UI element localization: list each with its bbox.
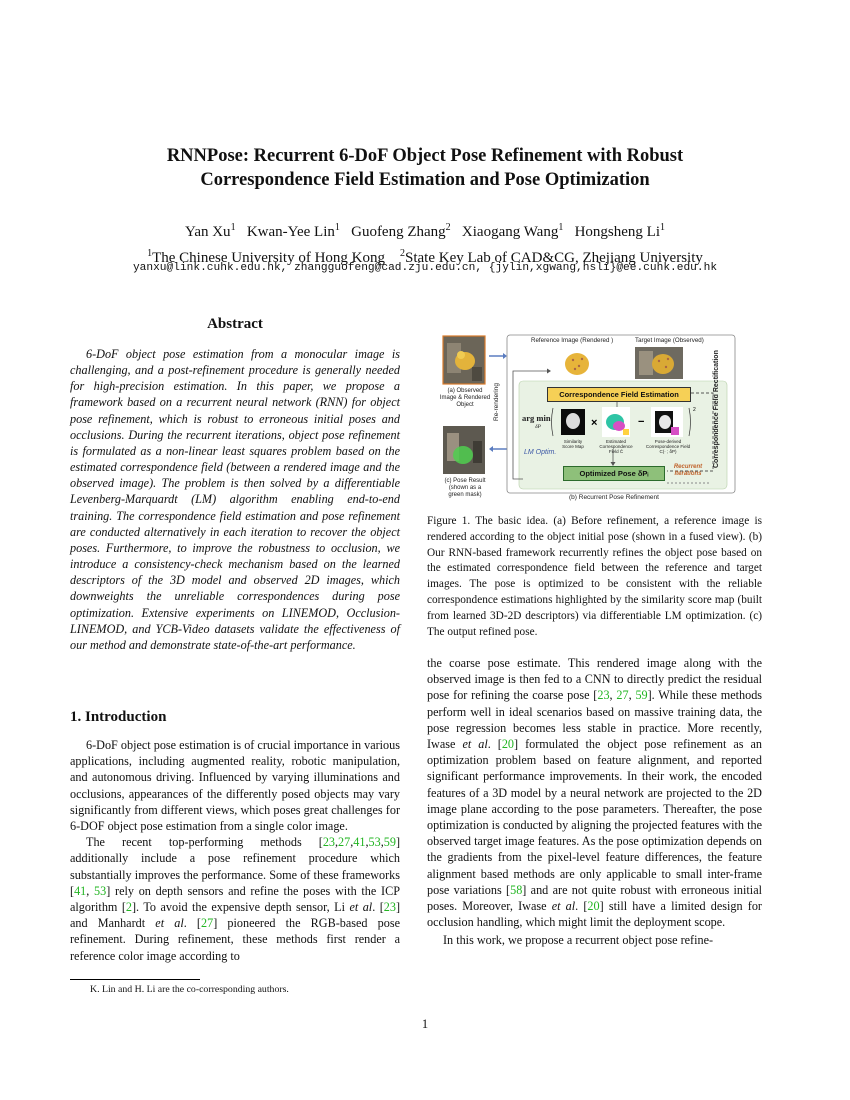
abstract-text: 6-DoF object pose estimation from a monocular image is challenging, and a post-refinement procedure is generally needed for high-precision estimation. In this paper, we propose a framework based on a recurrent neural network (RNN) for object pose refinement, which is robust to erroneous initial poses and occlusions. During the recurrent iterations, object pose refinement is formulated as a non-linear least squares problem based on the estimated correspondence field (between a rendered image and the observed image). The problem is then solved by a differentiable Levenberg-Marquardt (LM) algorithm enabling end-to-end training. The correspondence field estimation and pose refinement are conducted alternatively in each iteration to recover the object poses. Furthermore, to improve the robustness to occlusion, we introduce a consistency-check mechanism based on the learned descriptors of the 3D model and observed 2D images, which downweights the unreliable correspondences during pose optimization. Extensive experiments on LINEMOD, Occlusion-LINEMOD, and YCB-Video datasets validate the effectiveness of our method and demonstrate state-of-the-art performance. (70, 347, 400, 652)
citation-link[interactable]: 23 (597, 688, 610, 703)
label-recurrent-iterations: Recurrent Iterations (673, 464, 703, 477)
text-run: The recent top-performing methods [ (86, 835, 323, 850)
citation-link[interactable]: 2 (125, 900, 132, 915)
figure-1-caption: Figure 1. The basic idea. (a) Before refinement, a reference image is rendered according to the object initial pose (shown in a fused view). (b) Our RNN-based framework recurrently refines the object pose based on the estimated correspondence field between the reference and target images. The pose is optimized to be consistent with the reliable correspondence estimations highlighted by the similarity score map (built from learned 3D-2D descriptors) via differentiable LM optimization. (c) The output refined pose. (427, 515, 762, 638)
exponent-two: 2 (693, 407, 696, 413)
text-run: ]. To avoid the expensive depth sensor, Li (132, 900, 350, 915)
figure-1 (427, 331, 762, 506)
pose-derived-correspondence-field (651, 407, 683, 437)
multiply-operator: × (591, 417, 598, 429)
text-run: ] and are not quite robust with erroneous initial poses. Moreover, Iwase (427, 882, 762, 914)
label-recurrent-pose-refinement: (b) Recurrent Pose Refinement (569, 494, 659, 501)
label-reference-image: Reference Image (Rendered ) (531, 337, 614, 344)
reference-image (555, 347, 601, 379)
optimized-pose-box: Optimized Pose δPᵢ (563, 466, 665, 481)
estimated-correspondence-field (602, 407, 630, 437)
citation-link[interactable]: 53 (94, 883, 107, 898)
paper-title (100, 144, 750, 192)
citation-link[interactable]: 23 (383, 900, 396, 915)
label-similarity-score-map: Similarity Score Map (562, 439, 584, 449)
text-run: the coarse pose estimate. This rendered image along with the observed image is then fed to a CNN to directly predict the residual pose for refining the coarse pose [ (427, 656, 762, 703)
citation-link[interactable]: 20 (501, 737, 515, 752)
label-correspondence-field-rectification: Correspondence Field Rectification (713, 350, 720, 468)
citation-link[interactable]: 58 (510, 882, 523, 897)
target-image (635, 347, 683, 379)
text-run: et al (349, 900, 373, 915)
citation-link[interactable]: 53 (368, 835, 381, 850)
right-paragraph-2: In this work, we propose a recurrent object pose refine- (443, 933, 714, 948)
arrow-icon (503, 353, 507, 359)
citation-link[interactable]: 27 (616, 688, 629, 703)
footnote-rule (70, 979, 200, 980)
citation-link[interactable]: 41 (74, 883, 87, 898)
label-pose-derived-correspondence: Pose-derived Correspondence Field C(· ; δP) (645, 439, 691, 454)
author-affiliation-mark: 1 (334, 222, 340, 233)
label-estimated-correspondence: Estimated Correspondence Field Ĉ (599, 439, 633, 454)
text-run: . [ (372, 900, 384, 915)
right-column-text (427, 655, 762, 949)
citation-link[interactable]: 59 (383, 835, 396, 850)
affiliation-name: State Key Lab of CAD&CG, Zhejiang University (405, 250, 703, 266)
page-number: 1 (421, 1017, 429, 1031)
author-name: Hongsheng Li (574, 224, 661, 240)
affiliation-number: 2 (400, 248, 405, 259)
text-run: ] rely on depth sensors and refine the poses with the ICP algorithm [ (70, 883, 401, 915)
author-affiliation-mark: 2 (445, 222, 451, 233)
minus-operator: − (638, 416, 645, 428)
text-run: et al (155, 916, 184, 931)
label-target-image: Target Image (Observed) (635, 337, 704, 344)
text-run: . [ (183, 916, 201, 931)
author-affiliation-mark: 1 (558, 222, 564, 233)
author-list (60, 217, 790, 243)
author-name: Yan Xu (184, 224, 231, 240)
arrow-icon (489, 446, 493, 452)
abstract-heading: Abstract (207, 316, 263, 332)
text-run: . [ (575, 899, 588, 914)
intro-heading: 1. Introduction (70, 709, 167, 725)
text-run: et al (551, 899, 576, 914)
author-emails[interactable]: yanxu@link.cuhk.edu.hk, zhangguofeng@cad.zju.edu.cn, {jylin,xgwang,hsli}@ee.cuhk.edu.hk (132, 262, 718, 274)
intro-paragraph-1: 6-DoF object pose estimation is of crucial importance in various applications, including augmented reality, robotic manipulation, and autonomous driving. Influenced by varying illuminations and occlusions, appearances of the differently posed objects may vary significantly from different views, which poses great challenges for 6-DOF object pose estimation from a single color image. (70, 738, 400, 834)
text-run: et al (462, 737, 488, 752)
text-run: ] additionally include a pose refinement procedure which substantially improves the performance. Some of these frameworks [ (70, 835, 400, 898)
intro-text (70, 737, 400, 964)
text-run: ]. While these methods perform well in ideal scenarios based on massive training data, the pose regression becomes less stable in practice. More recently, Iwase (427, 688, 763, 752)
citation-link[interactable]: 41 (353, 835, 366, 850)
citation-link[interactable]: 27 (338, 835, 351, 850)
result-image-thumbnail (443, 426, 485, 474)
author-name: Kwan-Yee Lin (246, 224, 335, 240)
intro-paragraph-2: The recent top-performing methods [23,27,41,53,59] additionally include a pose refinement procedure which substantially improves the performance. Some of these frameworks [41, 53] rely on depth sensors and refine the poses with the ICP algorithm [2]. To avoid the expensive depth sensor, Li et al. [23] and Manhardt et al. [27] pioneered the RGB-based pose refinement. During refinement, these methods first render a reference color image according to (70, 835, 401, 963)
correspondence-field-estimation-box: Correspondence Field Estimation (547, 387, 691, 402)
author-name: Guofeng Zhang (351, 224, 446, 240)
text-run: ] formulated the object pose refinement as an optimization problem based on feature alignment, and reported significant performance improvements. In their work, the encoded features of a 3D model by a neural network are projected to the 2D image plane according to the pose parameters. Thereafter, the pose optimization is conducted by aligning the projected features with the observed target image features. As the pose optimization depends on the gradients from the pixel-level feature differences, the feature alignment based methods are only applicable to small inter-frame pose variations [ (427, 737, 763, 897)
author-name: Xiaogang Wang (461, 224, 559, 240)
author-affiliation-mark: 1 (660, 222, 666, 233)
text-run: ] still have a limited design for occlusion handling, which might limit the deployment scope. (427, 899, 762, 930)
label-argmin-subscript: δP (535, 424, 541, 430)
label-rerendering: Re-rendering (493, 383, 500, 421)
text-run: ] and Manhardt (70, 900, 401, 931)
citation-link[interactable]: 23 (322, 835, 335, 850)
citation-link[interactable]: 27 (201, 916, 214, 931)
text-run: ] pioneered the RGB-based pose refinement. During refinement, these methods first render a reference color image according to (70, 916, 401, 963)
citation-link[interactable]: 59 (635, 688, 648, 703)
title-line-2: Correspondence Field Estimation and Pose Optimization (200, 170, 650, 190)
author-affiliation-mark: 1 (230, 222, 236, 233)
label-lm-optim: LM Optim. (524, 449, 557, 456)
label-observed-image: (a) Observed Image & Rendered Object (439, 388, 491, 408)
label-pose-result: (c) Pose Result (shown as a green mask) (444, 478, 486, 498)
affiliation-name: The Chinese University of Hong Kong (152, 250, 385, 266)
right-paragraph-1: the coarse pose estimate. This rendered image along with the observed image is then fed to a CNN to directly predict the residual pose for refining the coarse pose [23, 27, 59]. While these methods perform well in ideal scenarios based on massive training data, the pose regression becomes less stable in practice. More recently, Iwase et al. [20] formulated the object pose refinement as an optimization problem based on feature alignment, and reported significant performance improvements. In their work, the encoded features of a 3D model by a neural network are projected to the 2D image plane according to the pose parameters. Thereafter, the pose optimization is conducted by aligning the projected features with the observed target image features. As the pose optimization depends on the gradients from the pixel-level feature differences, the feature alignment based methods are only applicable to small inter-frame pose variations [58] and are not quite robust with erroneous initial poses. Moreover, Iwase et al. [20] still have a limited design for occlusion handling, which might limit the deployment scope. (427, 656, 763, 930)
similarity-score-map (561, 409, 585, 435)
footnote: K. Lin and H. Li are the co-corresponding authors. (90, 984, 289, 995)
observed-image-thumbnail (443, 336, 485, 384)
citation-link[interactable]: 20 (587, 899, 600, 914)
label-argmin: arg min (522, 413, 551, 423)
text-run: . [ (487, 737, 502, 752)
affiliation-number: 1 (147, 248, 153, 259)
title-line-1: RNNPose: Recurrent 6-DoF Object Pose Refinement with Robust (166, 146, 684, 166)
